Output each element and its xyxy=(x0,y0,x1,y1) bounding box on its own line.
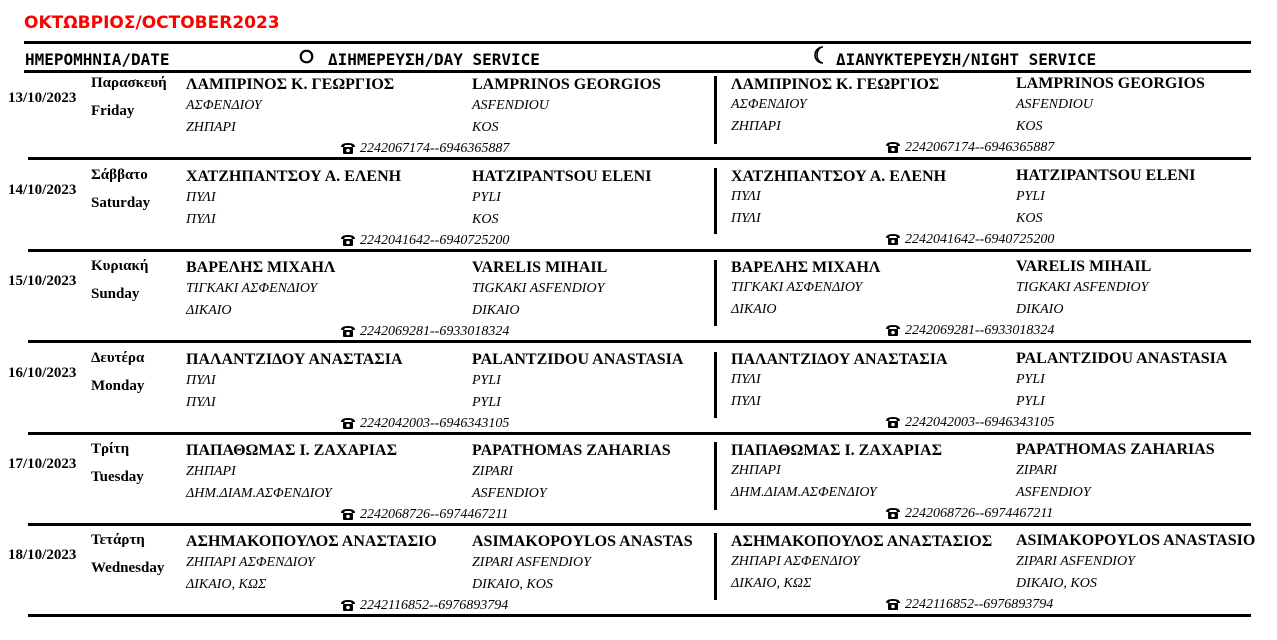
row-date: 13/10/2023 xyxy=(8,90,77,106)
day-address-en: PYLI xyxy=(472,190,501,205)
header-top-rule xyxy=(24,41,1251,44)
night-address-en: TIGKAKI ASFENDIOY xyxy=(1016,280,1149,295)
night-address-en: ZIPARI ASFENDIOY xyxy=(1016,554,1135,569)
night-area-en: ASFENDIOY xyxy=(1016,485,1091,500)
day-address-en: PYLI xyxy=(472,373,501,388)
night-phone-number: 2242116852--6976893794 xyxy=(905,597,1054,612)
night-phone xyxy=(885,323,1054,339)
day-address-gr: ΑΣΦΕΝΔΙΟΥ xyxy=(186,98,262,113)
column-divider xyxy=(714,76,717,144)
phone-icon xyxy=(340,141,360,156)
night-address-gr: ΖΗΠΑΡΙ ΑΣΦΕΝΔΙΟΥ xyxy=(731,554,860,569)
date-column-header: ΗΜΕΡΟΜΗΝΙΑ/DATE xyxy=(25,50,170,69)
row-day-greek: Τετάρτη xyxy=(91,532,145,548)
day-area-gr: ΔΙΚΑΙΟ, ΚΩΣ xyxy=(186,577,267,592)
day-area-gr: ΔΙΚΑΙΟ xyxy=(186,303,232,318)
night-pharmacist-name-gr: ΠΑΛΑΝΤΖΙΔΟΥ ΑΝΑΣΤΑΣΙΑ xyxy=(731,351,948,368)
phone-icon xyxy=(885,506,905,521)
day-address-gr: ΠΥΛΙ xyxy=(186,190,216,205)
phone-icon xyxy=(340,233,360,248)
night-area-en: KOS xyxy=(1016,211,1043,226)
day-area-en: KOS xyxy=(472,120,499,135)
night-phone xyxy=(885,232,1054,248)
day-pharmacist-name-gr: ΠΑΠΑΘΩΜΑΣ Ι. ΖΑΧΑΡΙΑΣ xyxy=(186,442,398,459)
row-day-english: Sunday xyxy=(91,286,140,302)
row-separator xyxy=(28,157,1251,160)
day-pharmacist-name-gr: ΑΣΗΜΑΚΟΠΟΥΛΟΣ ΑΝΑΣΤΑΣΙΟ xyxy=(186,533,437,550)
day-address-en: ZIPARI xyxy=(472,464,513,479)
day-area-en: ASFENDIOY xyxy=(472,486,547,501)
row-day-greek: Παρασκευή xyxy=(91,75,167,91)
schedule-row xyxy=(0,258,1277,349)
night-address-gr: ΖΗΠΑΡΙ xyxy=(731,463,781,478)
column-divider xyxy=(714,533,717,600)
night-pharmacist-name-gr: ΑΣΗΜΑΚΟΠΟΥΛΟΣ ΑΝΑΣΤΑΣΙΟΣ xyxy=(731,533,993,550)
day-address-gr: ΤΙΓΚΑΚΙ ΑΣΦΕΝΔΙΟΥ xyxy=(186,281,318,296)
schedule-row xyxy=(0,75,1277,166)
header-bottom-rule xyxy=(24,70,1251,73)
night-pharmacist-name-gr: ΛΑΜΠΡΙΝΟΣ Κ. ΓΕΩΡΓΙΟΣ xyxy=(731,76,940,93)
row-separator xyxy=(28,614,1251,617)
night-pharmacist-name-en: VARELIS MIHAIL xyxy=(1016,258,1152,275)
day-area-en: DIKAIO xyxy=(472,303,520,318)
day-phone-number: 2242067174--6946365887 xyxy=(360,141,510,156)
day-address-gr: ΖΗΠΑΡΙ xyxy=(186,464,236,479)
day-pharmacist-name-en: VARELIS MIHAIL xyxy=(472,259,608,276)
night-phone-number: 2242042003--6946343105 xyxy=(905,415,1055,430)
night-address-en: PYLI xyxy=(1016,372,1045,387)
night-phone-number: 2242041642--6940725200 xyxy=(905,232,1055,247)
day-pharmacist-name-en: PALANTZIDOU ANASTASIA xyxy=(472,351,684,368)
night-pharmacist-name-en: HATZIPANTSOU ELENI xyxy=(1016,167,1196,184)
day-area-en: DIKAIO, KOS xyxy=(472,577,553,592)
night-area-gr: ΔΙΚΑΙΟ xyxy=(731,302,777,317)
night-address-gr: ΠΥΛΙ xyxy=(731,189,761,204)
moon-icon xyxy=(812,46,828,64)
row-day-english: Saturday xyxy=(91,195,151,211)
night-pharmacist-name-en: PAPATHOMAS ZAHARIAS xyxy=(1016,441,1215,458)
day-phone xyxy=(340,416,509,432)
row-separator xyxy=(28,523,1251,526)
row-date: 15/10/2023 xyxy=(8,273,77,289)
schedule-row xyxy=(0,441,1277,532)
night-address-gr: ΠΥΛΙ xyxy=(731,372,761,387)
night-area-en: KOS xyxy=(1016,119,1043,134)
column-divider xyxy=(714,442,717,510)
night-area-gr: ΖΗΠΑΡΙ xyxy=(731,119,781,134)
row-date: 14/10/2023 xyxy=(8,182,77,198)
day-pharmacist-name-gr: ΛΑΜΠΡΙΝΟΣ Κ. ΓΕΩΡΓΙΟΣ xyxy=(186,76,395,93)
column-divider xyxy=(714,352,717,418)
phone-icon xyxy=(340,507,360,522)
row-separator xyxy=(28,340,1251,343)
day-phone xyxy=(340,598,508,614)
sun-icon xyxy=(299,49,314,64)
night-area-en: PYLI xyxy=(1016,394,1045,409)
day-area-gr: ΔΗΜ.ΔΙΑΜ.ΑΣΦΕΝΔΙΟΥ xyxy=(186,486,332,501)
schedule-row xyxy=(0,532,1277,623)
row-day-english: Friday xyxy=(91,103,135,119)
row-separator xyxy=(28,249,1251,252)
day-phone-number: 2242042003--6946343105 xyxy=(360,416,510,431)
night-pharmacist-name-gr: ΠΑΠΑΘΩΜΑΣ Ι. ΖΑΧΑΡΙΑΣ xyxy=(731,442,943,459)
night-phone-number: 2242068726--6974467211 xyxy=(905,506,1054,521)
phone-icon xyxy=(340,324,360,339)
row-day-english: Tuesday xyxy=(91,469,144,485)
night-area-gr: ΠΥΛΙ xyxy=(731,394,761,409)
night-phone xyxy=(885,140,1054,156)
day-pharmacist-name-en: LAMPRINOS GEORGIOS xyxy=(472,76,661,93)
row-day-greek: Δευτέρα xyxy=(91,350,145,366)
night-phone xyxy=(885,597,1053,613)
row-day-english: Wednesday xyxy=(91,560,165,576)
day-phone-number: 2242041642--6940725200 xyxy=(360,233,510,248)
phone-icon xyxy=(885,140,905,155)
day-phone xyxy=(340,141,509,157)
night-phone-number: 2242069281--6933018324 xyxy=(905,323,1055,338)
phone-icon xyxy=(885,323,905,338)
night-address-gr: ΤΙΓΚΑΚΙ ΑΣΦΕΝΔΙΟΥ xyxy=(731,280,863,295)
day-pharmacist-name-en: PAPATHOMAS ZAHARIAS xyxy=(472,442,671,459)
night-service-header: ΔΙΑΝΥΚΤΕΡΕΥΣΗ/NIGHT SERVICE xyxy=(836,50,1097,69)
night-phone xyxy=(885,415,1054,431)
phone-icon xyxy=(340,598,360,613)
row-day-greek: Τρίτη xyxy=(91,441,130,457)
day-phone-number: 2242116852--6976893794 xyxy=(360,598,509,613)
phone-icon xyxy=(340,416,360,431)
day-address-gr: ΖΗΠΑΡΙ ΑΣΦΕΝΔΙΟΥ xyxy=(186,555,315,570)
row-separator xyxy=(28,432,1251,435)
night-address-gr: ΑΣΦΕΝΔΙΟΥ xyxy=(731,97,807,112)
night-area-gr: ΠΥΛΙ xyxy=(731,211,761,226)
schedule-row xyxy=(0,167,1277,258)
phone-icon xyxy=(885,415,905,430)
schedule-row xyxy=(0,350,1277,441)
day-area-en: PYLI xyxy=(472,395,501,410)
row-date: 16/10/2023 xyxy=(8,365,77,381)
night-address-en: PYLI xyxy=(1016,189,1045,204)
night-area-en: DIKAIO, KOS xyxy=(1016,576,1097,591)
row-date: 17/10/2023 xyxy=(8,456,77,472)
phone-icon xyxy=(885,597,905,612)
day-pharmacist-name-en: HATZIPANTSOU ELENI xyxy=(472,168,652,185)
column-divider xyxy=(714,260,717,326)
phone-icon xyxy=(885,232,905,247)
row-day-greek: Κυριακή xyxy=(91,258,149,274)
night-area-gr: ΔΗΜ.ΔΙΑΜ.ΑΣΦΕΝΔΙΟΥ xyxy=(731,485,877,500)
day-pharmacist-name-gr: ΧΑΤΖΗΠΑΝΤΣΟΥ Α. ΕΛΕΝΗ xyxy=(186,168,402,185)
day-phone-number: 2242068726--6974467211 xyxy=(360,507,509,522)
day-pharmacist-name-en: ASIMAKOPOYLOS ANASTAS xyxy=(472,533,693,550)
column-divider xyxy=(714,168,717,234)
day-address-en: ASFENDIOU xyxy=(472,98,549,113)
night-area-gr: ΔΙΚΑΙΟ, ΚΩΣ xyxy=(731,576,812,591)
night-address-en: ASFENDIOU xyxy=(1016,97,1093,112)
night-pharmacist-name-en: LAMPRINOS GEORGIOS xyxy=(1016,75,1205,92)
day-phone xyxy=(340,324,509,340)
day-phone-number: 2242069281--6933018324 xyxy=(360,324,510,339)
day-pharmacist-name-gr: ΒΑΡΕΛΗΣ ΜΙΧΑΗΛ xyxy=(186,259,336,276)
day-phone xyxy=(340,507,508,523)
row-date: 18/10/2023 xyxy=(8,547,77,563)
month-title: ΟΚΤΩΒΡΙΟΣ/OCTOBER2023 xyxy=(24,13,280,33)
day-address-en: ZIPARI ASFENDIOY xyxy=(472,555,591,570)
day-address-gr: ΠΥΛΙ xyxy=(186,373,216,388)
night-area-en: DIKAIO xyxy=(1016,302,1064,317)
night-pharmacist-name-gr: ΒΑΡΕΛΗΣ ΜΙΧΑΗΛ xyxy=(731,259,881,276)
day-service-header: ΔΙΗΜΕΡΕΥΣΗ/DAY SERVICE xyxy=(328,50,540,69)
night-address-en: ZIPARI xyxy=(1016,463,1057,478)
night-phone-number: 2242067174--6946365887 xyxy=(905,140,1055,155)
day-phone xyxy=(340,233,509,249)
day-area-en: KOS xyxy=(472,212,499,227)
row-day-greek: Σάββατο xyxy=(91,167,148,183)
day-area-gr: ΠΥΛΙ xyxy=(186,212,216,227)
day-area-gr: ΠΥΛΙ xyxy=(186,395,216,410)
row-day-english: Monday xyxy=(91,378,145,394)
night-pharmacist-name-en: ASIMAKOPOYLOS ANASTASIO xyxy=(1016,532,1256,549)
day-address-en: TIGKAKI ASFENDIOY xyxy=(472,281,605,296)
night-pharmacist-name-gr: ΧΑΤΖΗΠΑΝΤΣΟΥ Α. ΕΛΕΝΗ xyxy=(731,168,947,185)
day-area-gr: ΖΗΠΑΡΙ xyxy=(186,120,236,135)
day-pharmacist-name-gr: ΠΑΛΑΝΤΖΙΔΟΥ ΑΝΑΣΤΑΣΙΑ xyxy=(186,351,403,368)
night-phone xyxy=(885,506,1053,522)
night-pharmacist-name-en: PALANTZIDOU ANASTASIA xyxy=(1016,350,1228,367)
